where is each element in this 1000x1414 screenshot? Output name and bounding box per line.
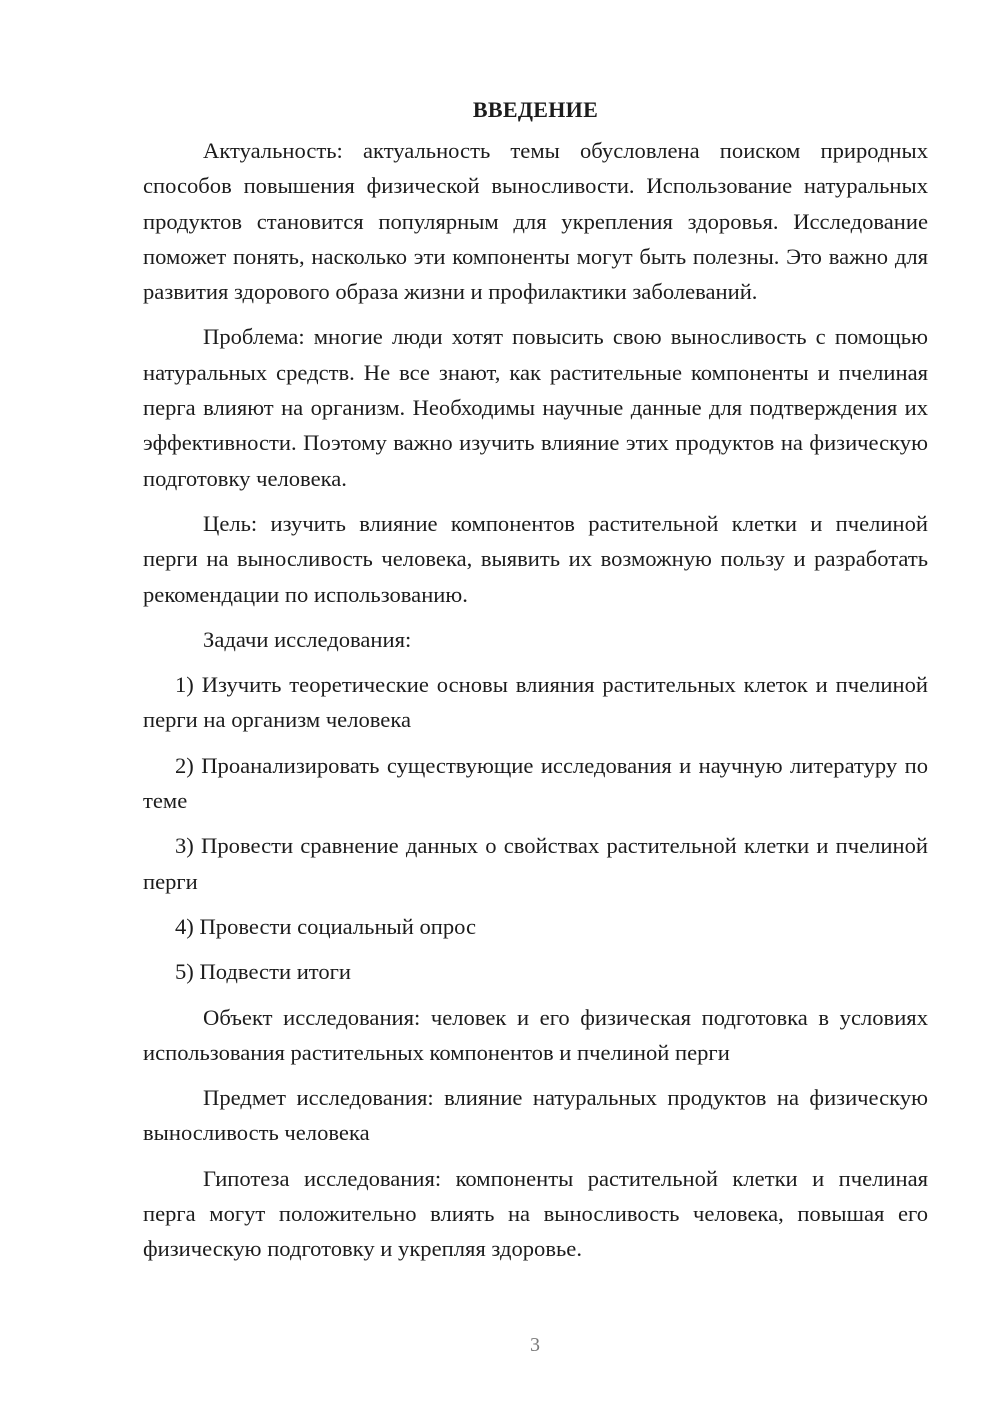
task-item: 3) Провести сравнение данных о свойствах растительной клетки и пчелиной перги (143, 833, 928, 894)
paragraph-goal: Цель: изучить влияние компонентов растительной клетки и пчелиной перги на выносливость человека, выявить их возможную пользу и разработать рекомендации по использованию. (143, 510, 928, 607)
tasks-list (143, 667, 928, 989)
paragraph-problem: Проблема: многие люди хотят повысить свою выносливость с помощью натуральных средств. Не все знают, как растительные компоненты и пчелиная перга влияют на организм. Необходимы научные данные для подтверждения их эффективности. Поэтому важно изучить влияние этих продуктов на физическую подготовку человека. (143, 324, 928, 491)
task-item: 5) Подвести итоги (175, 959, 352, 985)
paragraph-hypothesis: Гипотеза исследования: компоненты растительной клетки и пчелиная перга могут положительно влиять на выносливость человека, повышая его физическую подготовку и укрепляя здоровье. (143, 1165, 928, 1262)
page-number: 3 (530, 1334, 540, 1356)
paragraph-relevance: Актуальность: актуальность темы обусловлена поиском природных способов повышения физической выносливости. Использование натуральных продуктов становится популярным для укрепления здоровья. Исследование поможет понять, насколько эти компоненты могут быть полезны. Это важно для развития здорового образа жизни и профилактики заболеваний. (143, 138, 928, 305)
task-item: 1) Изучить теоретические основы влияния растительных клеток и пчелиной перги на организм человека (143, 672, 928, 733)
task-item: 4) Провести социальный опрос (175, 913, 477, 939)
tasks-heading: Задачи исследования: (203, 626, 412, 652)
paragraph-object: Объект исследования: человек и его физическая подготовка в условиях использования растительных компонентов и пчелиной перги (143, 1004, 928, 1065)
task-item: 2) Проанализировать существующие исследования и научную литературу по теме (143, 752, 928, 814)
page-content (143, 92, 928, 1277)
paragraph-subject: Предмет исследования: влияние натуральных продуктов на физическую выносливость человека (143, 1085, 928, 1146)
section-title: ВВЕДЕНИЕ (472, 97, 599, 122)
